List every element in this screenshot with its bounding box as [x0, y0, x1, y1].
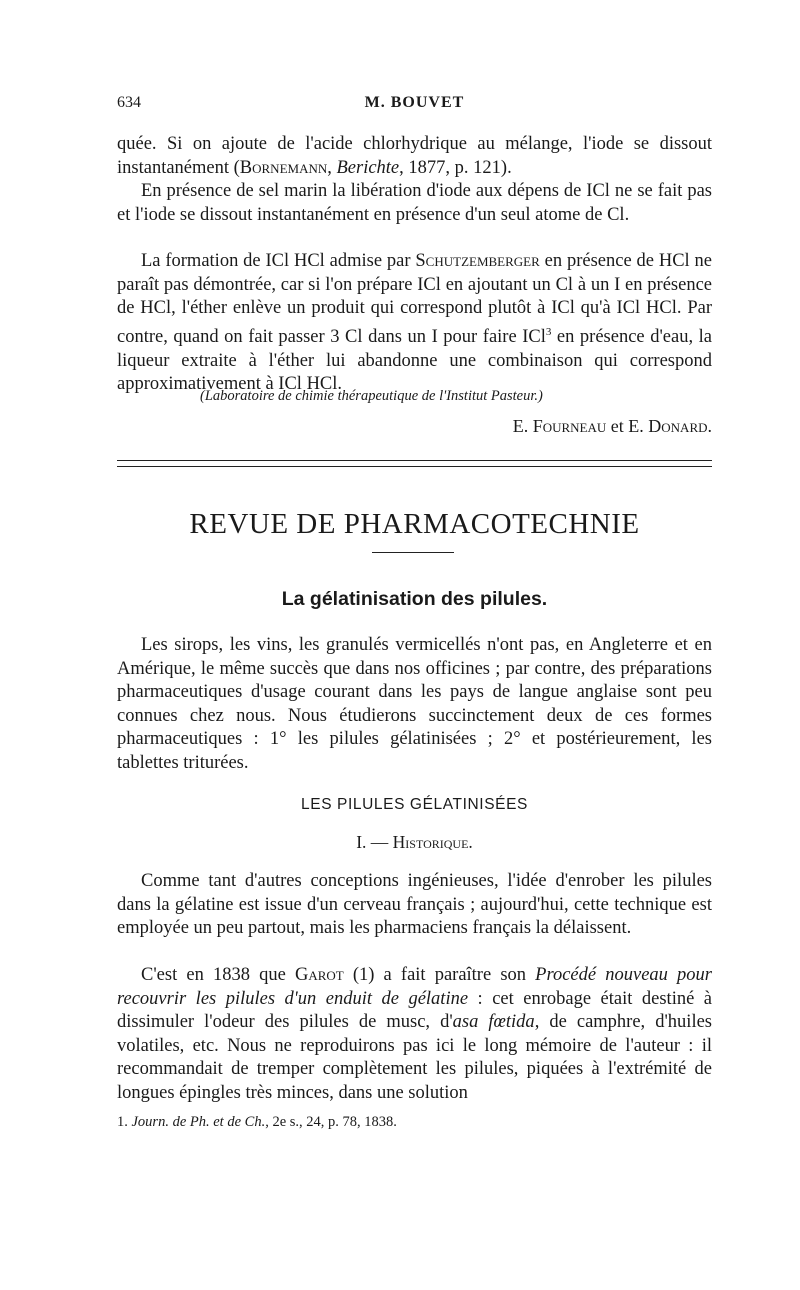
reference-berichte: Berichte	[336, 157, 400, 178]
section-heading: LES PILULES GÉLATINISÉES	[301, 796, 528, 813]
article-paragraph-2: Comme tant d'autres conceptions ingénieuses, l'idée d'enrober les pilules dans la gélatine est issue d'un cerveau français ; aujourd'hui, cette technique est employée un peu partout, mais les pharmaciens français la délaissent.	[117, 871, 712, 939]
section-divider-bottom	[117, 466, 712, 467]
article-title: REVUE DE PHARMACOTECHNIE	[189, 508, 640, 540]
running-title: M. BOUVET	[364, 94, 465, 111]
page-header	[117, 94, 712, 120]
title-rule	[372, 552, 454, 553]
article-paragraph-3: C'est en 1838 que Garot (1) a fait paraître son Procédé nouveau pour recouvrir les pilules d'un enduit de gélatine : cet enrobage était destiné à dissimuler l'odeur des pilules de musc, d'asa fœtida, de camphre, d'huiles volatiles, etc. Nous ne reproduirons pas ici le long mémoire de l'auteur : il recommandait de tremper complètement les pilules, piquées à l'extrémité de longues épingles très minces, dans une solution	[117, 965, 712, 1103]
footnote-marker: (1)	[343, 965, 375, 985]
laboratory-note: (Laboratoire de chimie thérapeutique de l'Institut Pasteur.)	[200, 388, 543, 404]
footnote: 1. Journ. de Ph. et de Ch., 2e s., 24, p. 78, 1838.	[117, 1114, 397, 1130]
intro-paragraph-3: La formation de ICl HCl admise par Schutzemberger en présence de HCl ne paraît pas démontrée, car si l'on prépare ICl en ajoutant un Cl à un I en présence de HCl, l'éther enlève un produit qui correspond plutôt à ICl qu'à ICl HCl. Par contre, quand on fait passer 3 Cl dans un I pour faire ICl$^3$ en présence d'eau, la liqueur extraite à l'éther lui abandonne une combinaison qui correspond approximativement à ICl HCl.	[117, 251, 712, 395]
article-paragraph-1: Les sirops, les vins, les granulés vermicellés n'ont pas, en Angleterre et en Amérique, le même succès que dans nos officines ; par contre, des préparations pharmaceutiques d'usage courant dans les pays de langue anglaise sont peu connues chez nous. Nous étudierons succinctement deux de ces formes pharmaceutiques : 1° les pilules gélatinisées ; 2° et postérieurement, les tablettes triturées.	[117, 635, 712, 773]
page-number: 634	[117, 94, 141, 111]
intro-paragraph-1: quée. Si on ajoute de l'acide chlorhydrique au mélange, l'iode se dissout instantanément (Bornemann, Berichte, 1877, p. 121).	[117, 134, 712, 178]
authors-signature: E. Fourneau et E. Donard.	[512, 416, 712, 436]
section-divider-top	[117, 460, 712, 461]
work-title: Procédé nouveau pour recouvrir les pilules d'un enduit de gélatine	[117, 965, 712, 1009]
article-subtitle: La gélatinisation des pilules.	[281, 588, 548, 610]
author-bornemann: Bornemann	[239, 157, 328, 178]
author-garot: Garot	[294, 965, 344, 985]
subsection-heading: I. — Historique.	[356, 832, 473, 852]
author-schutzemberger: Schutzemberger	[415, 251, 540, 271]
intro-paragraph-2: En présence de sel marin la libération d'iode aux dépens de ICl ne se fait pas et l'iode se dissout instantanément en présence d'un seul atome de Cl.	[117, 181, 712, 225]
